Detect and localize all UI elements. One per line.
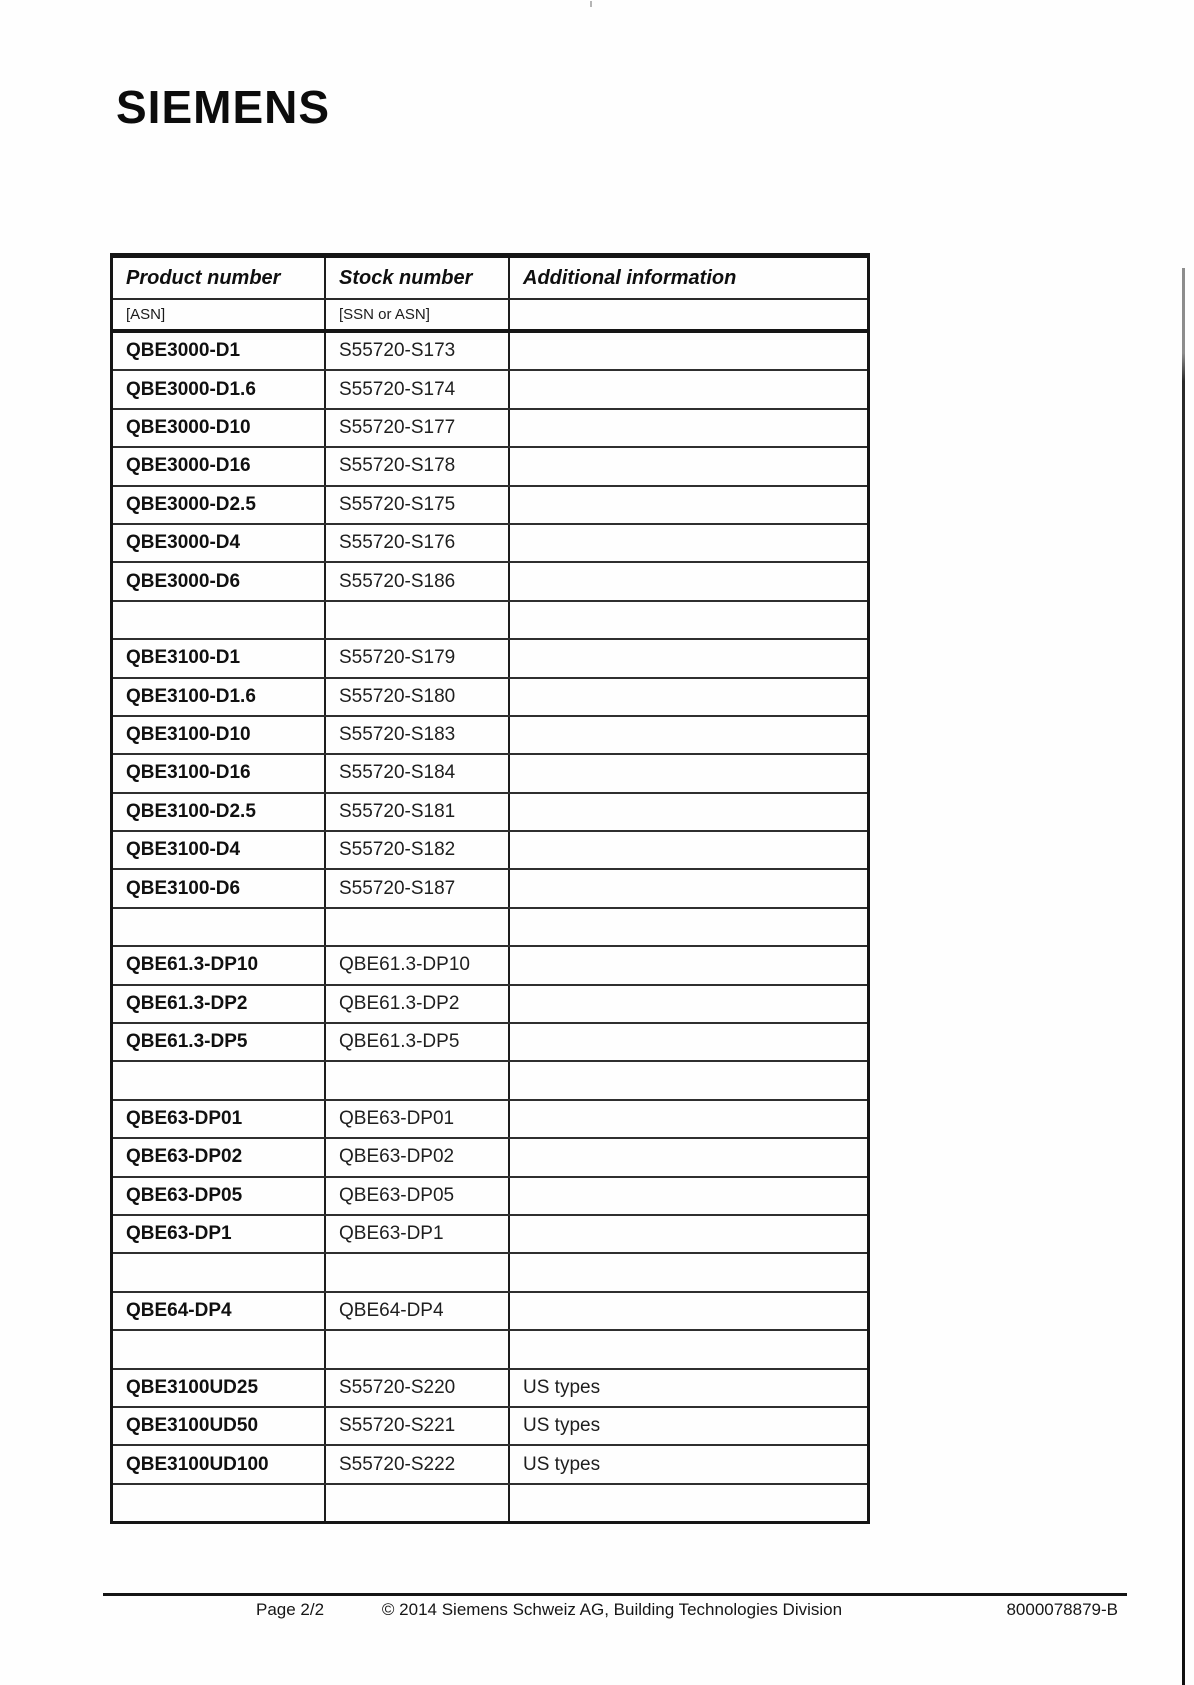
cell-product-number: QBE3000-D4 [113,525,326,561]
cell-stock-number: S55720-S221 [326,1408,510,1444]
cell-stock-number: S55720-S175 [326,487,510,523]
cell-stock-number [326,1331,510,1367]
table-row [113,410,867,448]
cell-additional-information [510,1178,867,1214]
table-row [113,563,867,601]
cell-stock-number: S55720-S182 [326,832,510,868]
cell-additional-information [510,1331,867,1367]
cell-additional-information [510,1293,867,1329]
footer-document-number: 8000078879-B [1006,1600,1118,1619]
cell-stock-number [326,1485,510,1521]
cell-product-number [113,602,326,638]
cell-stock-number [326,602,510,638]
cell-product-number: QBE3100-D2.5 [113,794,326,830]
cell-product-number: QBE64-DP4 [113,1293,326,1329]
cell-additional-information [510,794,867,830]
footer-page-number: Page 2/2 [256,1600,325,1619]
table-row [113,870,867,908]
cell-stock-number: S55720-S176 [326,525,510,561]
cell-product-number: QBE3000-D2.5 [113,487,326,523]
cell-stock-number: S55720-S173 [326,333,510,369]
table-row [113,1293,867,1331]
table-row [113,717,867,755]
cell-stock-number: QBE61.3-DP10 [326,947,510,983]
cell-product-number: QBE3100-D4 [113,832,326,868]
cell-product-number: QBE3000-D10 [113,410,326,446]
table-row [113,755,867,793]
cell-additional-information [510,525,867,561]
cell-stock-number: S55720-S222 [326,1446,510,1482]
cell-additional-information [510,717,867,753]
cell-product-number: QBE3000-D6 [113,563,326,599]
cell-additional-information: US types [523,1415,601,1437]
table-row [113,1331,867,1369]
cell-product-number: QBE3000-D16 [113,448,326,484]
cell-stock-number: S55720-S174 [326,371,510,407]
cell-product-number [113,909,326,945]
table-row [113,640,867,678]
cell-additional-information [510,333,867,369]
table-row [113,1216,867,1254]
cell-additional-information: US types [523,1453,601,1475]
cell-product-number: QBE3100UD50 [113,1408,326,1444]
cell-additional-information [510,1024,867,1060]
table-row [113,1408,867,1446]
cell-product-number [113,1254,326,1290]
cell-additional-information [510,410,867,446]
cell-stock-number: S55720-S178 [326,448,510,484]
cell-product-number: QBE63-DP05 [113,1178,326,1214]
cell-additional-information [510,1062,867,1098]
table-row [113,1446,867,1484]
cell-additional-information [510,870,867,906]
cell-stock-number: QBE63-DP01 [326,1101,510,1137]
table-row [113,525,867,563]
cell-additional-information [510,1139,867,1175]
cell-additional-information [510,640,867,676]
column-header-additional-information: Additional information [523,266,737,289]
footer-copyright: © 2014 Siemens Schweiz AG, Building Technologies Division [381,1600,843,1619]
table-row [113,909,867,947]
cell-stock-number: QBE61.3-DP5 [326,1024,510,1060]
table-row [113,1178,867,1216]
table-row [113,1101,867,1139]
cell-product-number: QBE63-DP02 [113,1139,326,1175]
cell-product-number: QBE61.3-DP2 [113,986,326,1022]
table-row [113,794,867,832]
cell-additional-information [510,909,867,945]
cell-additional-information: US types [523,1376,601,1398]
cell-product-number: QBE3100-D1.6 [113,679,326,715]
subheader-ssn-or-asn: [SSN or ASN] [326,300,510,329]
table-row [113,1024,867,1062]
cell-product-number: QBE3100UD25 [113,1370,326,1406]
scan-artifact-page-edge [1182,268,1185,1685]
cell-stock-number: S55720-S183 [326,717,510,753]
table-row [113,333,867,371]
cell-additional-information [510,1485,867,1521]
cell-product-number: QBE3100-D16 [113,755,326,791]
cell-additional-information [510,487,867,523]
cell-additional-information [510,832,867,868]
cell-stock-number [326,1254,510,1290]
siemens-logo: SIEMENS [116,81,331,133]
table-row [113,947,867,985]
cell-additional-information [510,448,867,484]
cell-product-number: QBE61.3-DP10 [113,947,326,983]
table-row [113,679,867,717]
cell-stock-number: QBE64-DP4 [326,1293,510,1329]
table-row [113,986,867,1024]
cell-additional-information [510,1216,867,1252]
cell-product-number [113,1485,326,1521]
scan-artifact-tick [590,1,592,7]
table-row [113,832,867,870]
cell-product-number [113,1062,326,1098]
cell-stock-number: S55720-S186 [326,563,510,599]
column-header-product-number: Product number [113,258,326,298]
cell-additional-information [510,602,867,638]
table-header-row [113,258,867,300]
product-table [110,253,870,1524]
table-row [113,1370,867,1408]
cell-stock-number: S55720-S177 [326,410,510,446]
subheader-asn: [ASN] [113,300,326,329]
cell-product-number [113,1331,326,1367]
table-subheader-row [113,300,867,333]
table-row [113,602,867,640]
cell-stock-number: S55720-S180 [326,679,510,715]
cell-additional-information [510,986,867,1022]
cell-stock-number: S55720-S220 [326,1370,510,1406]
table-row [113,1485,867,1521]
cell-stock-number: S55720-S181 [326,794,510,830]
subheader-empty [510,300,867,329]
cell-product-number: QBE63-DP01 [113,1101,326,1137]
cell-additional-information [510,563,867,599]
cell-stock-number: S55720-S184 [326,755,510,791]
cell-stock-number: QBE63-DP05 [326,1178,510,1214]
cell-stock-number [326,1062,510,1098]
cell-stock-number: S55720-S187 [326,870,510,906]
cell-additional-information [510,947,867,983]
cell-product-number: QBE61.3-DP5 [113,1024,326,1060]
table-row [113,448,867,486]
cell-stock-number: QBE61.3-DP2 [326,986,510,1022]
table-row [113,1062,867,1100]
cell-additional-information [510,1101,867,1137]
column-header-stock-number: Stock number [326,258,510,298]
cell-additional-information [510,679,867,715]
cell-stock-number: S55720-S179 [326,640,510,676]
cell-product-number: QBE3000-D1 [113,333,326,369]
table-row [113,1139,867,1177]
cell-additional-information [510,755,867,791]
cell-product-number: QBE3100-D1 [113,640,326,676]
cell-product-number: QBE3100-D10 [113,717,326,753]
table-row [113,1254,867,1292]
cell-additional-information [510,1254,867,1290]
cell-product-number: QBE3100-D6 [113,870,326,906]
cell-product-number: QBE63-DP1 [113,1216,326,1252]
cell-stock-number: QBE63-DP1 [326,1216,510,1252]
cell-product-number: QBE3100UD100 [113,1446,326,1482]
footer-rule [103,1593,1127,1596]
cell-stock-number [326,909,510,945]
cell-product-number: QBE3000-D1.6 [113,371,326,407]
cell-additional-information [510,371,867,407]
table-row [113,487,867,525]
table-row [113,371,867,409]
cell-stock-number: QBE63-DP02 [326,1139,510,1175]
